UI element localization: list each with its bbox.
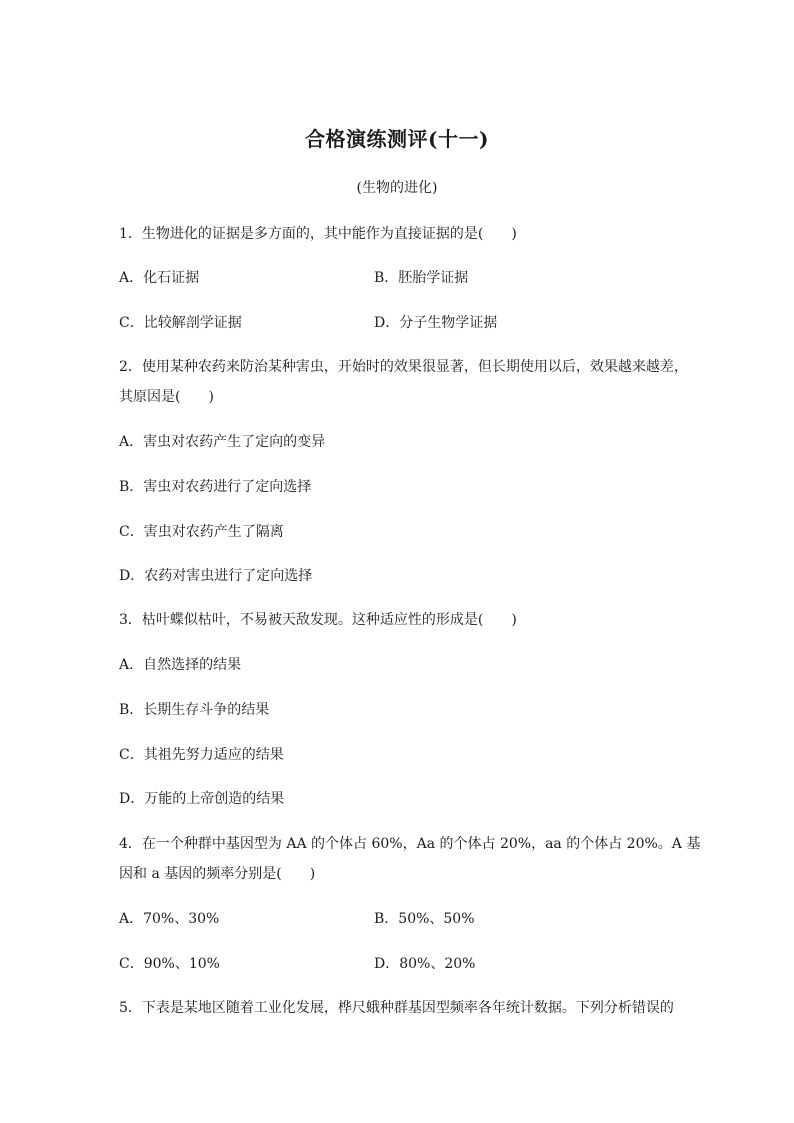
question-4-option-c: C．90%、10% xyxy=(119,956,220,972)
question-1-option-c: C．比较解剖学证据 xyxy=(119,315,242,331)
question-2-option-b: B．害虫对农药进行了定向选择 xyxy=(119,479,312,495)
question-3-option-c: C．其祖先努力适应的结果 xyxy=(119,747,284,763)
question-1-option-b: B．胚胎学证据 xyxy=(374,270,469,286)
page-subtitle: (生物的进化) xyxy=(356,180,438,196)
question-4-stem-line-1: 4．在一个种群中基因型为 AA 的个体占 60%，Aa 的个体占 20%，aa 的个体占 20%。A 基 xyxy=(119,836,701,852)
question-3-option-b: B．长期生存斗争的结果 xyxy=(119,702,270,718)
question-5-stem-line-1: 5．下表是某地区随着工业化发展，桦尺蛾种群基因型频率各年统计数据。下列分析错误的 xyxy=(119,1000,674,1016)
question-4-option-d: D．80%、20% xyxy=(374,956,476,972)
page-title: 合格演练测评(十一) xyxy=(305,127,489,151)
question-2-option-c: C．害虫对农药产生了隔离 xyxy=(119,524,284,540)
question-4-option-a: A．70%、30% xyxy=(119,911,220,927)
question-1-stem: 1．生物进化的证据是多方面的，其中能作为直接证据的是( ) xyxy=(119,226,517,242)
question-4-option-b: B．50%、50% xyxy=(374,911,475,927)
question-2-stem-line-1: 2．使用某种农药来防治某种害虫，开始时的效果很显著，但长期使用以后，效果越来越差， xyxy=(119,359,688,375)
question-2-stem-line-2: 其原因是( ) xyxy=(119,389,214,405)
question-1-option-a: A．化石证据 xyxy=(119,270,200,286)
question-3-option-d: D．万能的上帝创造的结果 xyxy=(119,791,285,807)
question-3-option-a: A．自然选择的结果 xyxy=(119,657,242,673)
question-3-stem: 3．枯叶蝶似枯叶，不易被天敌发现。这种适应性的形成是( ) xyxy=(119,612,517,628)
question-2-option-a: A．害虫对农药产生了定向的变异 xyxy=(119,434,326,450)
question-1-option-d: D．分子生物学证据 xyxy=(374,315,498,331)
question-4-stem-line-2: 因和 a 基因的频率分别是( ) xyxy=(119,866,316,882)
question-2-option-d: D．农药对害虫进行了定向选择 xyxy=(119,568,313,584)
